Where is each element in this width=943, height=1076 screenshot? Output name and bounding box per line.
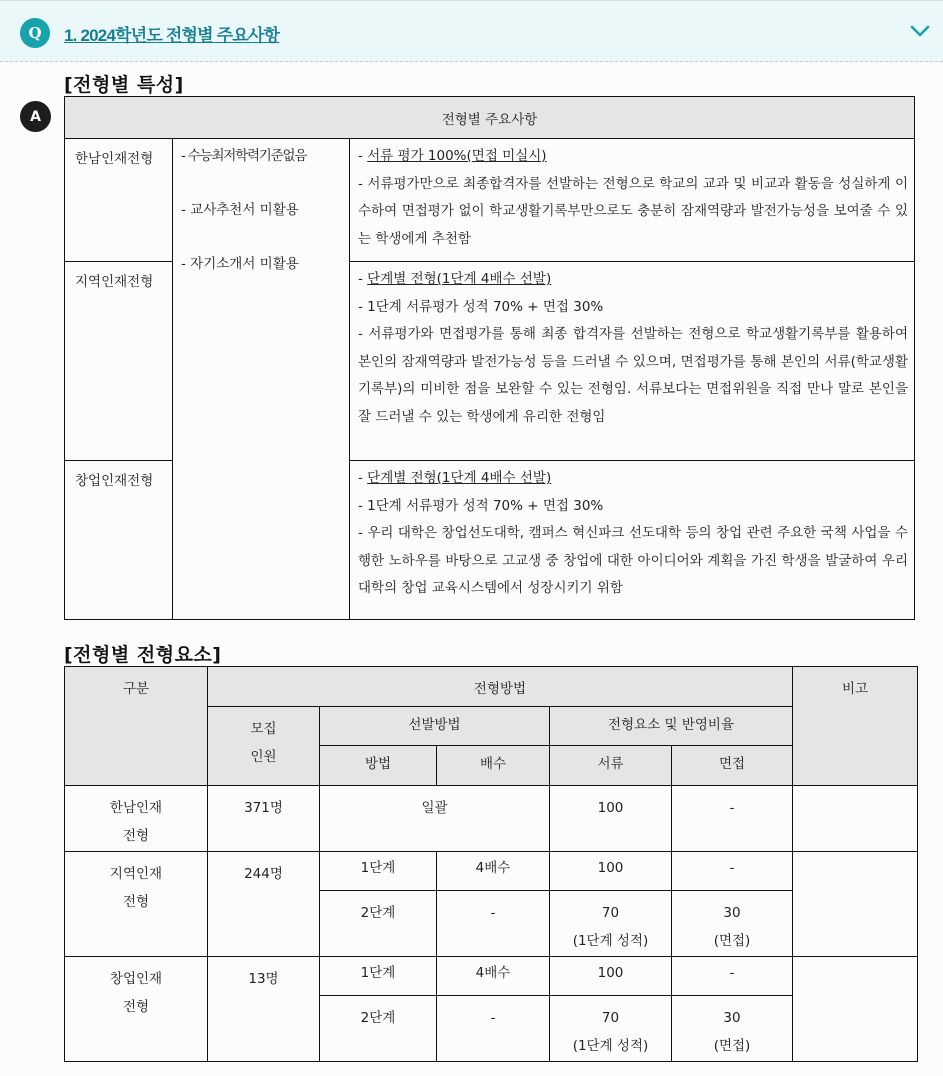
- condition-item: - 교사추천서 미활용: [181, 202, 299, 218]
- description-line: - 1단계 서류평가 성적 70% + 면접 30%: [358, 497, 604, 514]
- table-row: [65, 957, 918, 996]
- header-method: 전형방법: [208, 667, 793, 707]
- stage-documents: 100: [550, 957, 672, 996]
- stage-multiple: 4배수: [437, 852, 550, 891]
- condition-item: - 수능최저학력기준없음: [181, 148, 307, 164]
- description-line: - 서류 평가 100%(면접 미실시): [358, 148, 547, 164]
- row-note: [793, 852, 918, 957]
- row-quota: 371명: [208, 786, 320, 852]
- row-interview: -: [672, 786, 793, 852]
- row-name: 창업인재전형: [65, 461, 173, 620]
- description-line: - 우리 대학은 창업선도대학, 캠퍼스 혁신파크 선도대학 등의 창업 관련 주요한 국책 사업을 수행한 노하우를 바탕으로 고교생 중 창업에 대한 아이디어와 계획을 가진 학생을 발굴하여 우리 대학의 창업 교육시스템에서 성장시키기 위함: [358, 525, 908, 596]
- table-row: [65, 852, 918, 891]
- stage-interview: -: [672, 852, 793, 891]
- row-documents: 100: [550, 786, 672, 852]
- characteristics-table: [64, 96, 915, 620]
- elements-table: [64, 666, 918, 1062]
- description-line: - 서류평가만으로 최종합격자를 선발하는 전형으로 학교의 교과 및 비교과 활동을 성실하게 이수하여 면접평가 없이 학교생활기록부만으로도 충분히 잠재역량과 발전가능성을 보여줄 수 있는 학생에게 추천함: [358, 175, 908, 247]
- description-line: - 단계별 전형(1단계 4배수 선발): [358, 470, 552, 486]
- stage-interview: 30 (면접): [672, 996, 793, 1062]
- header-note: 비고: [793, 667, 918, 786]
- header-selection: 선발방법: [320, 707, 550, 746]
- row-name: 한남인재 전형: [65, 786, 208, 852]
- stage-method: 2단계: [320, 891, 437, 957]
- row-name: 지역인재전형: [65, 262, 173, 461]
- stage-documents: 70 (1단계 성적): [550, 891, 672, 957]
- row-description: [350, 139, 915, 262]
- stage-documents: 70 (1단계 성적): [550, 996, 672, 1062]
- header-interview: 면접: [672, 746, 793, 786]
- description-line: - 1단계 서류평가 성적 70% + 면접 30%: [358, 298, 604, 315]
- stage-method: 1단계: [320, 852, 437, 891]
- header-elements: 전형요소 및 반영비율: [550, 707, 793, 746]
- stage-multiple: 4배수: [437, 957, 550, 996]
- row-name: 한남인재전형: [65, 139, 173, 262]
- stage-multiple: -: [437, 996, 550, 1062]
- question-badge: Q: [20, 18, 50, 48]
- header-multiple: 배수: [437, 746, 550, 786]
- question-header[interactable]: [0, 0, 943, 62]
- underlined-summary: 단계별 전형(1단계 4배수 선발): [367, 271, 552, 287]
- row-name: 창업인재 전형: [65, 957, 208, 1062]
- row-note: [793, 957, 918, 1062]
- description-line: - 단계별 전형(1단계 4배수 선발): [358, 271, 552, 287]
- row-description: [350, 262, 915, 461]
- stage-documents: 100: [550, 852, 672, 891]
- underlined-summary: 단계별 전형(1단계 4배수 선발): [367, 470, 552, 486]
- underlined-summary: 서류 평가 100%(면접 미실시): [367, 148, 547, 164]
- stage-method: 2단계: [320, 996, 437, 1062]
- common-conditions-cell: [173, 139, 350, 620]
- condition-item: - 자기소개서 미활용: [181, 256, 299, 272]
- question-title-link[interactable]: 1. 2024학년도 전형별 주요사항: [64, 26, 280, 45]
- header-way: 방법: [320, 746, 437, 786]
- header-quota: 모집 인원: [208, 707, 320, 786]
- row-note: [793, 786, 918, 852]
- header-documents: 서류: [550, 746, 672, 786]
- stage-method: 1단계: [320, 957, 437, 996]
- section-heading-characteristics: [전형별 특성]: [64, 74, 184, 96]
- chevron-down-icon[interactable]: [908, 21, 932, 41]
- table-row: [65, 786, 918, 852]
- table-header: 전형별 주요사항: [65, 97, 915, 139]
- stage-interview: -: [672, 957, 793, 996]
- answer-badge: A: [20, 101, 51, 132]
- description-line: - 서류평가와 면접평가를 통해 최종 합격자를 선발하는 전형으로 학교생활기록부를 활용하여 본인의 잠재역량과 발전가능성 등을 드러낼 수 있으며, 면접평가를 통해 본인의 서류(학교생활기록부)의 미비한 점을 보완할 수 있는 전형임. 서류보다는 면접위원을 직접 만나 말로 본인을 잘 드러낼 수 있는 학생에게 유리한 전형임: [358, 326, 908, 425]
- section-heading-elements: [전형별 전형요소]: [64, 644, 222, 666]
- row-method: 일괄: [320, 786, 550, 852]
- row-name: 지역인재 전형: [65, 852, 208, 957]
- header-category: 구분: [65, 667, 208, 786]
- row-quota: 13명: [208, 957, 320, 1062]
- row-description: [350, 461, 915, 620]
- row-quota: 244명: [208, 852, 320, 957]
- stage-interview: 30 (면접): [672, 891, 793, 957]
- stage-multiple: -: [437, 891, 550, 957]
